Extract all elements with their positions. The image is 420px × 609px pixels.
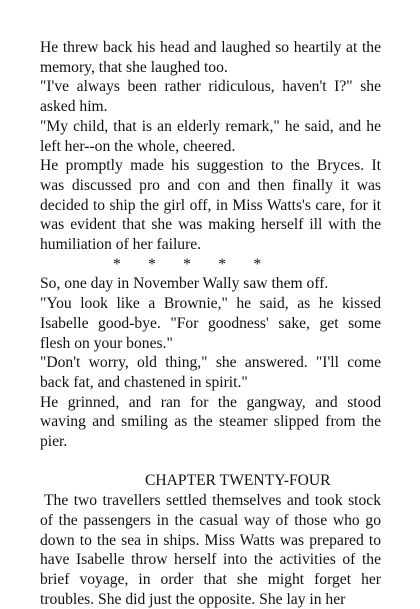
paragraph-brownie: "You look like a Brownie," he said, as he kissed Isabelle good-bye. "For goodness' sake, get some flesh on your bones." xyxy=(40,295,381,352)
paragraph-november: So, one day in November Wally saw them off. xyxy=(40,275,329,293)
paragraph-elderly-remark: "My child, that is an elderly remark," he said, and he left her--on the whole, cheered. xyxy=(40,117,381,155)
paragraph-laughed: He threw back his head and laughed so heartily at the memory, that she laughed too. xyxy=(40,39,381,76)
paragraph-ridiculous: "I've always been rather ridiculous, haven't I?" she asked him. xyxy=(40,78,381,116)
paragraph-gangway: He grinned, and ran for the gangway, and stood waving and smiling as the steamer slipped from the pier. xyxy=(40,393,381,451)
book-page xyxy=(40,38,381,609)
paragraph-dont-worry: "Don't worry, old thing," she answered. "I'll come back fat, and chastened in spirit." xyxy=(40,354,381,391)
chapter-spacer xyxy=(40,452,381,472)
chapter-heading: CHAPTER TWENTY-FOUR xyxy=(145,472,331,490)
section-break: * * * * * xyxy=(113,255,262,273)
paragraph-chapter-opening: The two travellers settled themselves and took stock of the passengers in the casual way of those who go down to the sea in ships. Miss Watts was prepared to have Isabelle throw herself into the activities of the brief voyage, in order that she might forget her troubles. She did just the opposite. She lay in her xyxy=(40,492,381,608)
paragraph-bryces-suggestion: He promptly made his suggestion to the Bryces. It was discussed pro and con and then finally it was decided to ship the girl off, in Miss Watts's care, for it was evident that she was making herself ill with the humiliation of her failure. xyxy=(40,157,381,254)
